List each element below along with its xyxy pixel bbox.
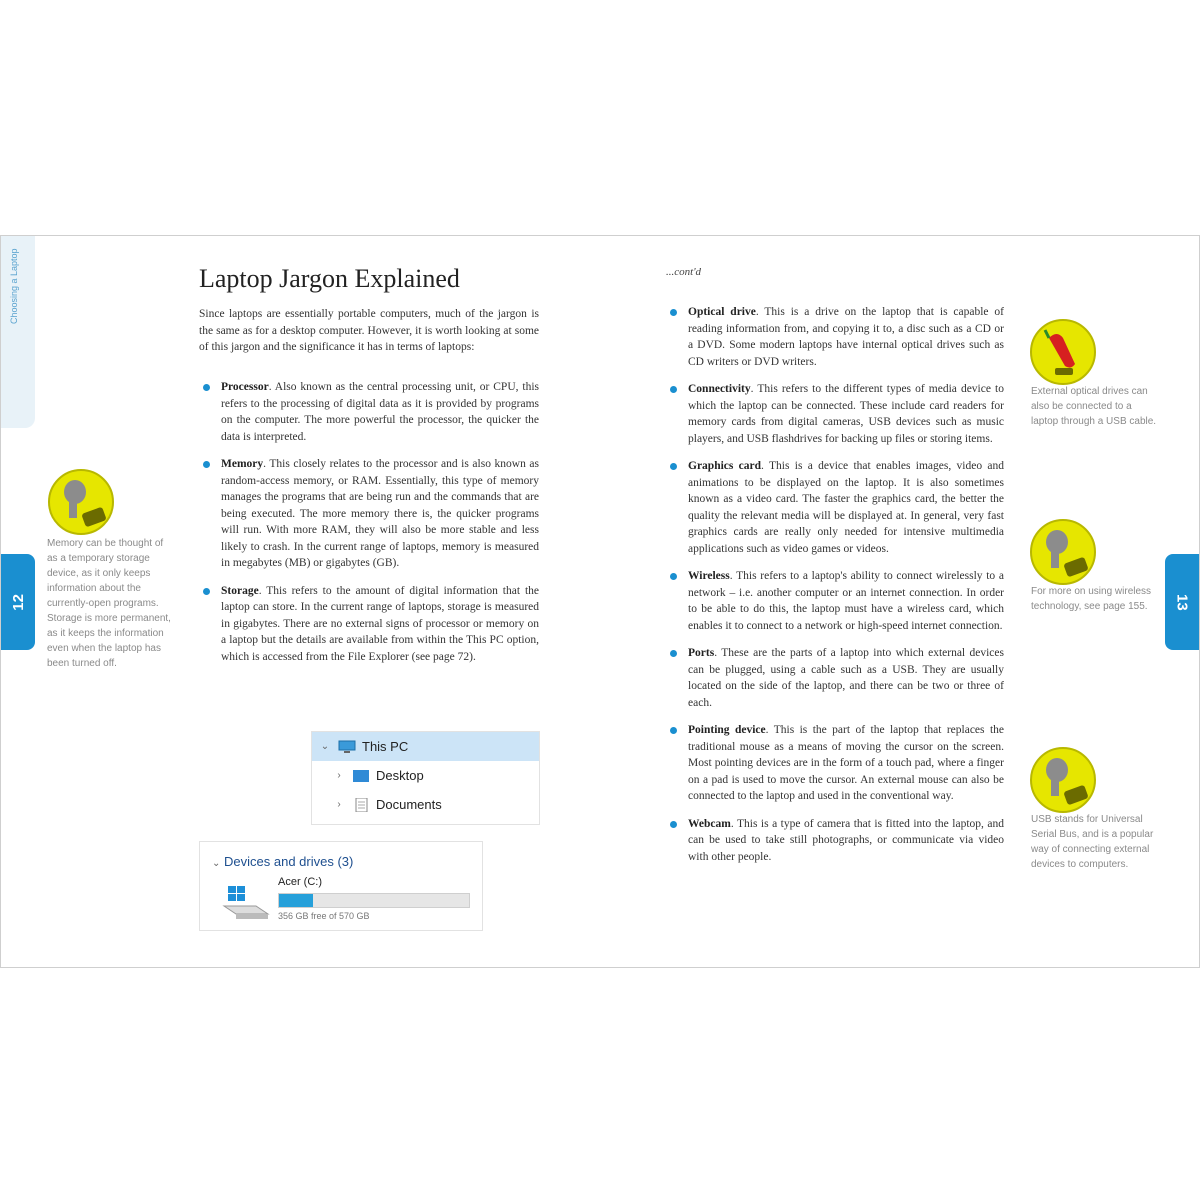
file-explorer-screenshot [311,731,540,825]
bullet-icon [670,309,677,316]
list-item [666,458,1004,557]
term-text: . This is the part of the laptop that replaces the traditional mouse as a means of moving the cursor on the screen. Most pointing devices are in the form of a touch pad, where a finger on a pad is used to move the cursor. An external mouse can also be connected to the laptop and used in the conventional way. [688,724,1004,802]
list-item [666,381,1004,447]
hot-tip-icon [1027,316,1099,388]
term: Graphics card [688,460,762,472]
chevron-down-icon: ⌄ [320,741,330,752]
term-text: . This refers to a laptop's ability to connect wirelessly to a network – i.e. another computer or an internet connection. In order to be able to do this, the laptop must have a wireless card, which enables it to connect to a network or high-speed internet connection. [688,570,1004,632]
chevron-down-icon: ⌄ [212,858,221,869]
right-bullet-list [666,304,1004,876]
tip-text: For more on using wireless technology, see page 155. [1031,586,1152,612]
page-number-left [1,554,35,650]
bullet-icon [203,384,210,391]
term-text: . These are the parts of a laptop into which external devices can be plugged, using a cable such as a USB. They are usually located on the side of the laptop, and there can be two or three of each. [688,647,1004,709]
term: Pointing device [688,724,766,736]
drives-heading [212,854,353,869]
chapter-tab [1,236,35,428]
drive-free-space: 356 GB free of 570 GB [278,911,370,921]
term-text: . This is a type of camera that is fitted into the laptop, and can be used to take still photographs, or communicate via video with other people. [688,817,1004,863]
drive-usage-bar [278,893,470,908]
list-item [666,645,1004,711]
page-number-left-label: 12 [9,593,27,611]
list-item [666,568,1004,634]
term-text: . This refers to the amount of digital information that the laptop can store. In the current range of laptops, storage is measured in gigabytes. There are no external signs of processor or memory on a laptop but the details are available from within the This PC option, which is accessed from the File Explorer (see page 72). [221,584,539,663]
term: Processor [221,381,269,393]
explorer-item-desktop [312,761,539,790]
dont-forget-icon [1027,744,1099,816]
bullet-icon [203,461,210,468]
term: Ports [688,647,715,659]
computer-icon [338,740,356,754]
dont-forget-icon [1027,516,1099,588]
bullet-icon [670,573,677,580]
book-spread [0,235,1200,968]
term: Wireless [688,570,730,582]
term-text: . This closely relates to the processor and is also known as random-access memory, or RAM. Essentially, this type of memory manages the programs that are being run and the commands that are being executed. The more memory there is, the quicker programs will run. With more RAM, they will also be more stable and less likely to crash. In the current range of laptops, memory is measured in megabytes (MB) or gigabytes (GB). [221,458,539,569]
drive-name: Acer (C:) [278,876,322,888]
bullet-icon [670,463,677,470]
explorer-item-label: Documents [376,797,442,812]
tip-text: USB stands for Universal Serial Bus, and is a popular way of connecting external devices to computers. [1031,814,1154,870]
term-text: . This is a drive on the laptop that is capable of reading information from, and copying it to, a disc such as a CD or a DVD. Some modern laptops have internal optical drives such as CD writers or DVD writers. [688,306,1005,368]
chevron-right-icon: › [337,799,341,810]
list-item [666,722,1004,805]
explorer-item-this-pc [312,732,539,761]
term: Webcam [688,817,731,830]
bullet-icon [670,727,677,734]
explorer-item-documents [312,790,539,819]
term-text: . This is a device that enables images, video and animations to be displayed on the laptop. It is also sometimes known as a video card. The faster the graphics card, the better the quality the relevant media will be displayed at. In general, very fast graphics cards are really only needed for intensive multimedia applications such as video games or videos. [688,460,1004,555]
term-text: . Also known as the central processing unit, or CPU, this refers to the processing of digital data as it is provided by programs on the computer. The more powerful the processor, the quicker the data is interpreted. [221,381,539,443]
bullet-icon [670,821,677,828]
devices-drives-screenshot [199,841,483,931]
list-item [199,456,539,572]
explorer-item-label: This PC [362,739,409,754]
drives-heading-label: Devices and drives (3) [224,854,354,869]
page-title: Laptop Jargon Explained [199,264,460,293]
term: Storage [221,584,259,597]
tip-text: External optical drives can also be connected to a laptop through a USB cable. [1031,386,1157,427]
chevron-right-icon: › [337,770,341,781]
continued-label: ...cont'd [666,266,702,278]
list-item [199,379,539,445]
term: Memory [221,458,264,470]
explorer-item-label: Desktop [376,768,424,783]
dont-forget-icon [45,466,117,538]
tip-text: Memory can be thought of as a temporary storage device, as it only keeps information about the currently-open programs. Storage is more permanent, as it keeps the information even when the laptop has been turned off. [47,538,171,669]
left-bullet-list [199,379,539,676]
page-number-right [1165,554,1199,650]
term: Optical drive [688,306,756,318]
intro-paragraph: Since laptops are essentially portable computers, much of the jargon is the same as for a desktop computer. However, it is worth looking at some of this jargon and the significance it has in terms of laptops: [199,308,539,353]
page-number-right-label: 13 [1173,593,1191,611]
term-text: . This refers to the different types of media device to which the laptop can be connected. These include card readers for memory cards from digital cameras, USB devices such as music players, and USB flashdrives for backing up files or storing items. [688,383,1004,445]
term: Connectivity [688,383,751,395]
list-item [199,583,539,666]
bullet-icon [670,650,677,657]
drive-usage-fill [279,894,313,907]
desktop-icon [352,769,370,783]
list-item [666,304,1004,370]
chapter-tab-label: Choosing a Laptop [9,248,19,324]
list-item [666,816,1004,866]
drive-icon [222,886,270,920]
bullet-icon [670,386,677,393]
documents-icon [352,798,370,812]
bullet-icon [203,588,210,595]
